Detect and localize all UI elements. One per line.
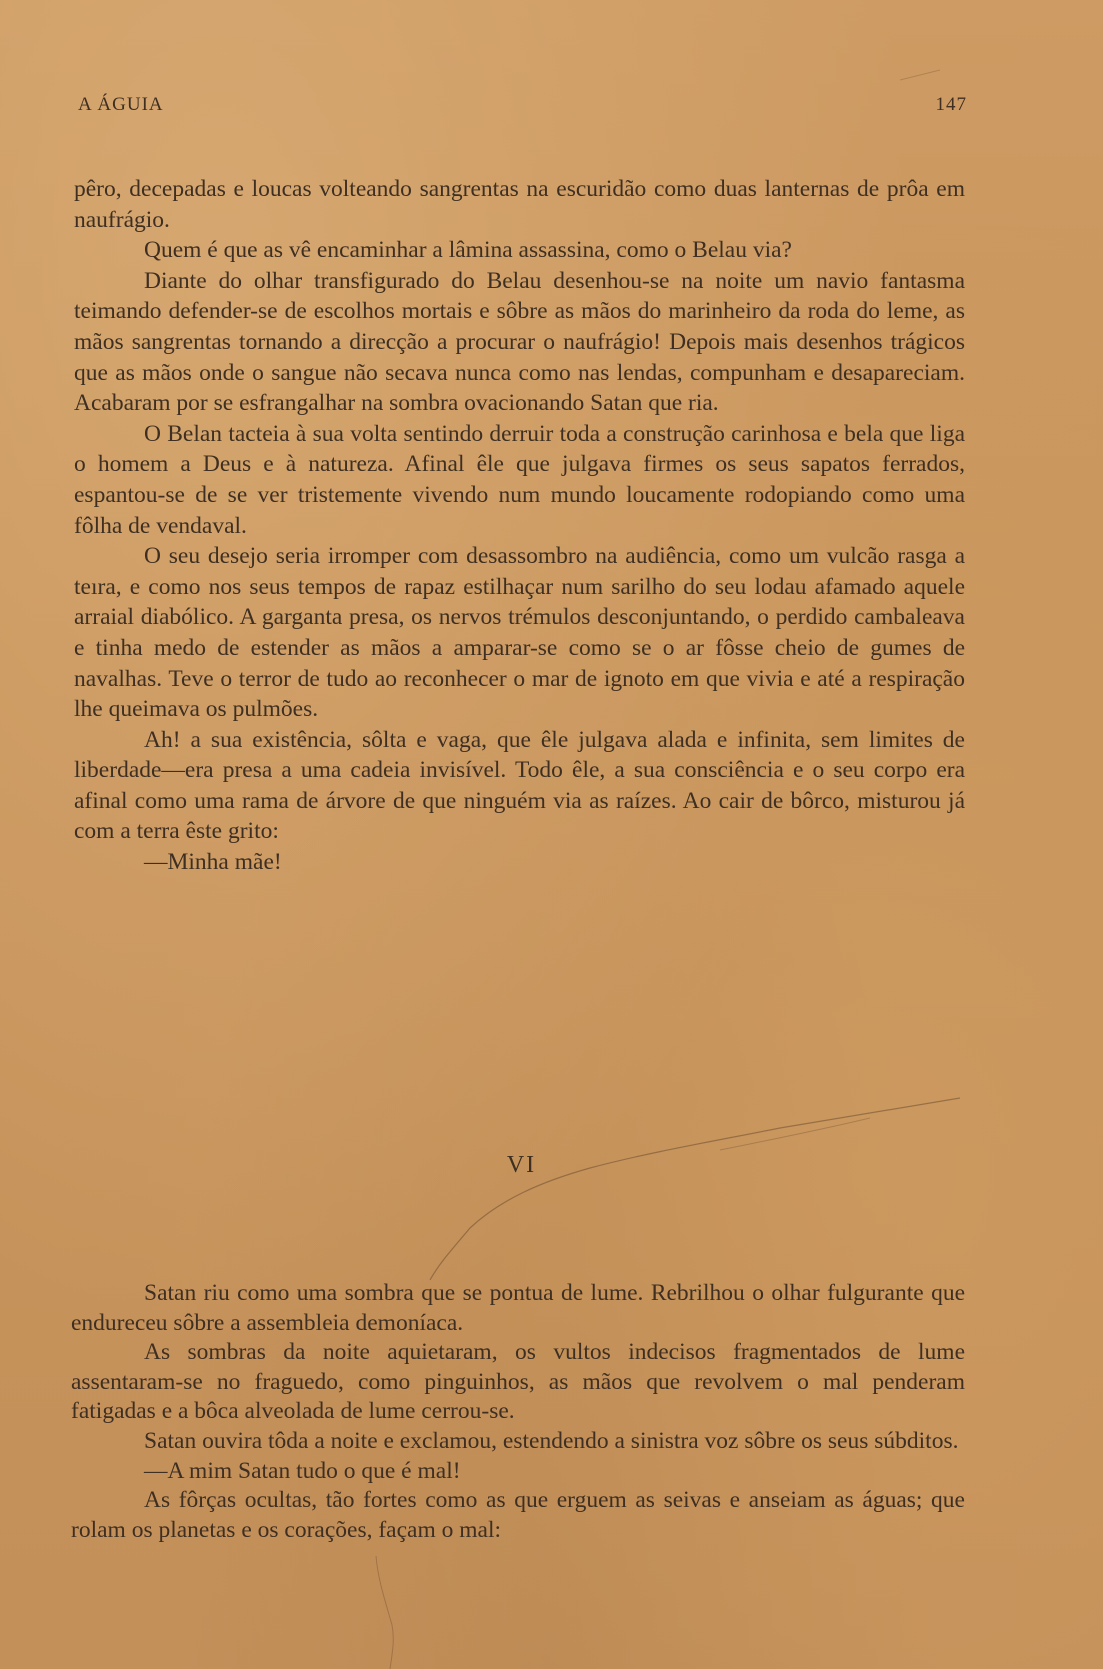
- paragraph: Diante do olhar transfigurado do Belau desenhou-se na noite um navio fantasma teimando defender-se de escolhos mortais e sôbre as mãos do marinheiro da roda do leme, as mãos sangrentas tornando a direcção a procurar o naufrágio! Depois mais desenhos trágicos que as mãos onde o sangue não secava nunca como nas lendas, compunham e desapareciam. Acabaram por se esfrangalhar na sombra ovacionando Satan que ria.: [74, 267, 965, 417]
- paragraph: Satan ouvira tôda a noite e exclamou, estendendo a sinistra voz sôbre os seus súbditos.: [144, 1427, 959, 1454]
- paragraph: Ah! a sua existência, sôlta e vaga, que êle julgava alada e infinita, sem limites de liberdade—era presa a uma cadeia invisível. Todo êle, a sua consciência e o seu corpo era afinal como uma rama de árvore de que ninguém via as raízes. Ao cair de bôrco, misturou já com a terra êste grito:: [74, 726, 965, 845]
- body-text-part-2: [71, 1279, 965, 1545]
- running-title: A ÁGUIA: [78, 94, 164, 115]
- paragraph: pêro, decepadas e loucas volteando sangrentas na escuridão como duas lanternas de prôa em naufrágio.: [74, 176, 965, 233]
- paragraph: O Belan tacteia à sua volta sentindo derruir toda a construção carinhosa e bela que liga o homem a Deus e à natureza. Afinal êle que julgava firmes os seus sapatos ferrados, espantou-se de se ver tristemente vivendo num mundo loucamente rodopiando como uma fôlha de vendaval.: [74, 420, 965, 539]
- paragraph: Satan riu como uma sombra que se pontua de lume. Rebrilhou o olhar fulgurante que endureceu sôbre a assembleia demoníaca.: [71, 1280, 965, 1336]
- section-heading: VI: [506, 1152, 537, 1178]
- dialogue-line: —Minha mãe!: [144, 849, 282, 876]
- paragraph: O seu desejo seria irromper com desassombro na audiência, como um vulcão rasga a teıra, e como nos seus tempos de rapaz estilhaçar num sarilho do seu lodau afamado aquele arraial diabólico. A garganta presa, os nervos trémulos desconjuntando, o perdido cambaleava e tinha medo de estender as mãos a amparar-se como se o ar fôsse cheio de gumes de navalhas. Teve o terror de tudo ao reconhecer o mar de ignoto em que vivia e até a respiração lhe queimava os pulmões.: [74, 543, 965, 723]
- dialogue-line: —A mim Satan tudo o que é mal!: [144, 1457, 461, 1484]
- paragraph: Quem é que as vê encaminhar a lâmina assassina, como o Belau via?: [144, 237, 792, 264]
- paragraph: As fôrças ocultas, tão fortes como as que erguem as seivas e anseiam as águas; que rolam os planetas e os corações, façam o mal:: [71, 1487, 965, 1543]
- paragraph: As sombras da noite aquietaram, os vultos indecisos fragmentados de lume assentaram-se no fraguedo, como pinguinhos, as mãos que revolvem o mal penderam fatigadas e a bôca alveolada de lume cerrou-se.: [71, 1339, 965, 1425]
- body-text-part-1: [74, 174, 965, 878]
- page-number: 147: [935, 94, 967, 115]
- running-header: [78, 88, 967, 122]
